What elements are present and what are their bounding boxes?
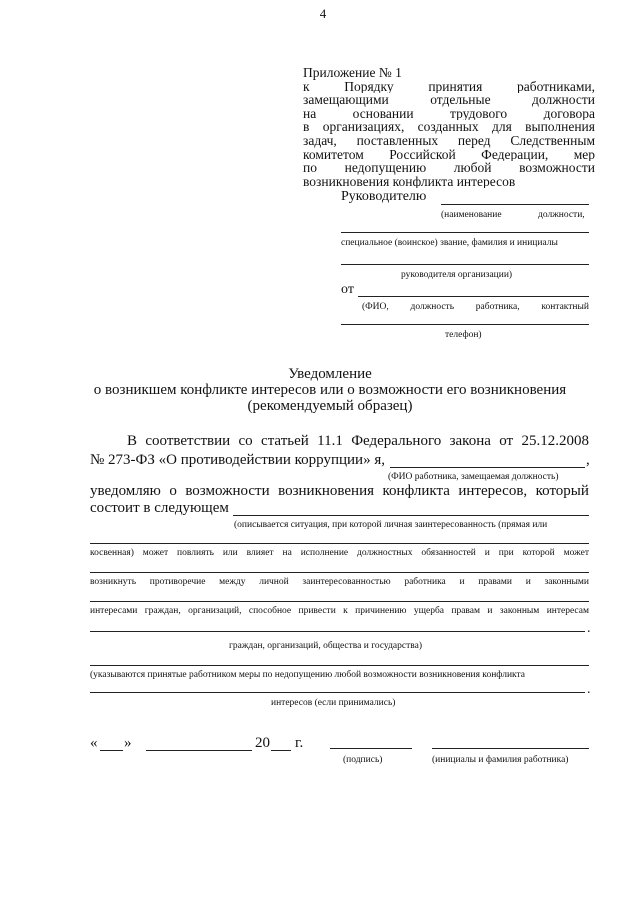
title-line-1: Уведомление (288, 366, 372, 382)
word: Федерального (351, 433, 442, 449)
title-line-3: (рекомендуемый образец) (247, 398, 413, 414)
measures-line (90, 692, 585, 693)
situation-line (90, 631, 585, 632)
addressee-line (341, 232, 589, 233)
hint-phone: телефон) (445, 330, 482, 340)
word: уведомляю (90, 483, 161, 499)
word: В (127, 433, 138, 449)
signature-line (330, 748, 412, 749)
word: интересов, (458, 483, 528, 499)
hint-position-1: (наименование (441, 210, 502, 220)
word: возможности (185, 483, 270, 499)
hint-from-part: контактный (541, 302, 589, 312)
hint-situation-2: косвенная) может повлиять или влияет на исполнение должностных обязанностей и при которой может (90, 548, 589, 558)
appendix-line: в организациях, созданных для выполнения (303, 120, 595, 134)
addressee-line (341, 324, 589, 325)
hint-fio: (ФИО работника, замещаемая должность) (388, 472, 559, 482)
hint-measures-1: (указываются принятые работником меры по недопущению любой возможности возникновения конфликта (90, 670, 525, 680)
word: закона (449, 433, 491, 449)
appendix-line: на основании трудового договора (303, 106, 595, 121)
appendix-line: задач, поставленных перед Следственным (303, 133, 595, 148)
word: от (499, 433, 514, 449)
dot: . (587, 621, 591, 636)
dot: . (587, 682, 591, 697)
addressee-line (358, 296, 589, 297)
date-year-suffix: г. (295, 735, 304, 751)
measures-line (90, 665, 589, 666)
situation-line (90, 572, 589, 573)
date-quote-open: « (90, 735, 98, 751)
word: 25.12.2008 (521, 433, 589, 449)
paragraph-2-line-1 (90, 483, 589, 500)
appendix-line: Приложение № 1 (303, 66, 402, 80)
comma: , (586, 452, 590, 468)
situation-line (233, 515, 589, 516)
addressee-line (441, 204, 589, 205)
appendix-line: по недопущению любой возможности (303, 161, 595, 175)
date-year-prefix: 20 (255, 735, 270, 751)
word: о (169, 483, 177, 499)
appendix-header (303, 66, 595, 188)
hint-signature: (подпись) (343, 755, 383, 765)
hint-name: (инициалы и фамилия работника) (432, 755, 569, 765)
hint-head: руководителя организации) (401, 270, 513, 280)
hint-situation-4: интересами граждан, организаций, способное привести к причинению ущерба правам и законным интересам (90, 606, 589, 616)
hint-situation-5: граждан, организаций, общества и государства) (229, 641, 422, 651)
situation-line (90, 543, 589, 544)
situation-line (90, 601, 589, 602)
word: возникновения (278, 483, 375, 499)
word: статьей (261, 433, 309, 449)
page-number: 4 (319, 6, 327, 21)
date-month-line (146, 750, 252, 751)
appendix-line: возникновения конфликта интересов (303, 174, 516, 189)
word: конфликта (382, 483, 450, 499)
appendix-line: комитетом Российской Федерации, мер (303, 147, 595, 162)
hint-situation-1: (описывается ситуация, при которой личная заинтересованность (прямая или (234, 520, 548, 530)
addressee-line (341, 264, 589, 265)
paragraph-2-line-2: состоит в следующем (90, 500, 229, 516)
from-label: от (341, 282, 354, 297)
date-day-line (100, 750, 123, 751)
paragraph-1-line-2: № 273-ФЗ «О противодействии коррупции» я, (90, 452, 385, 468)
hint-rank (341, 238, 589, 248)
hint-rank-text: специальное (воинское) звание, фамилия и инициалы (341, 238, 558, 248)
hint-from (362, 302, 589, 312)
fio-line (390, 467, 585, 468)
hint-measures-2: интересов (если принимались) (271, 698, 396, 708)
name-line (432, 748, 589, 749)
date-quote-close: » (124, 735, 132, 751)
word: 11.1 (317, 433, 343, 449)
hint-from-part: должность (410, 302, 455, 312)
title-line-2: о возникшем конфликте интересов или о возможности его возникновения (93, 382, 567, 398)
hint-situation-3: возникнуть противоречие между личной заинтересованностью работника и правами и законными (90, 577, 589, 587)
word: соответствии (145, 433, 231, 449)
date-year-line (271, 750, 291, 751)
appendix-line: замещающими отдельные должности (303, 93, 595, 107)
paragraph-1-line-1 (127, 433, 589, 450)
hint-from-part: работника, (475, 302, 520, 312)
word: со (238, 433, 253, 449)
to-label: Руководителю (341, 189, 427, 204)
word: который (535, 483, 589, 499)
hint-from-part: (ФИО, (362, 302, 389, 312)
hint-position-2: должности, (538, 210, 585, 220)
appendix-line: к Порядку принятия работниками, (303, 79, 595, 94)
